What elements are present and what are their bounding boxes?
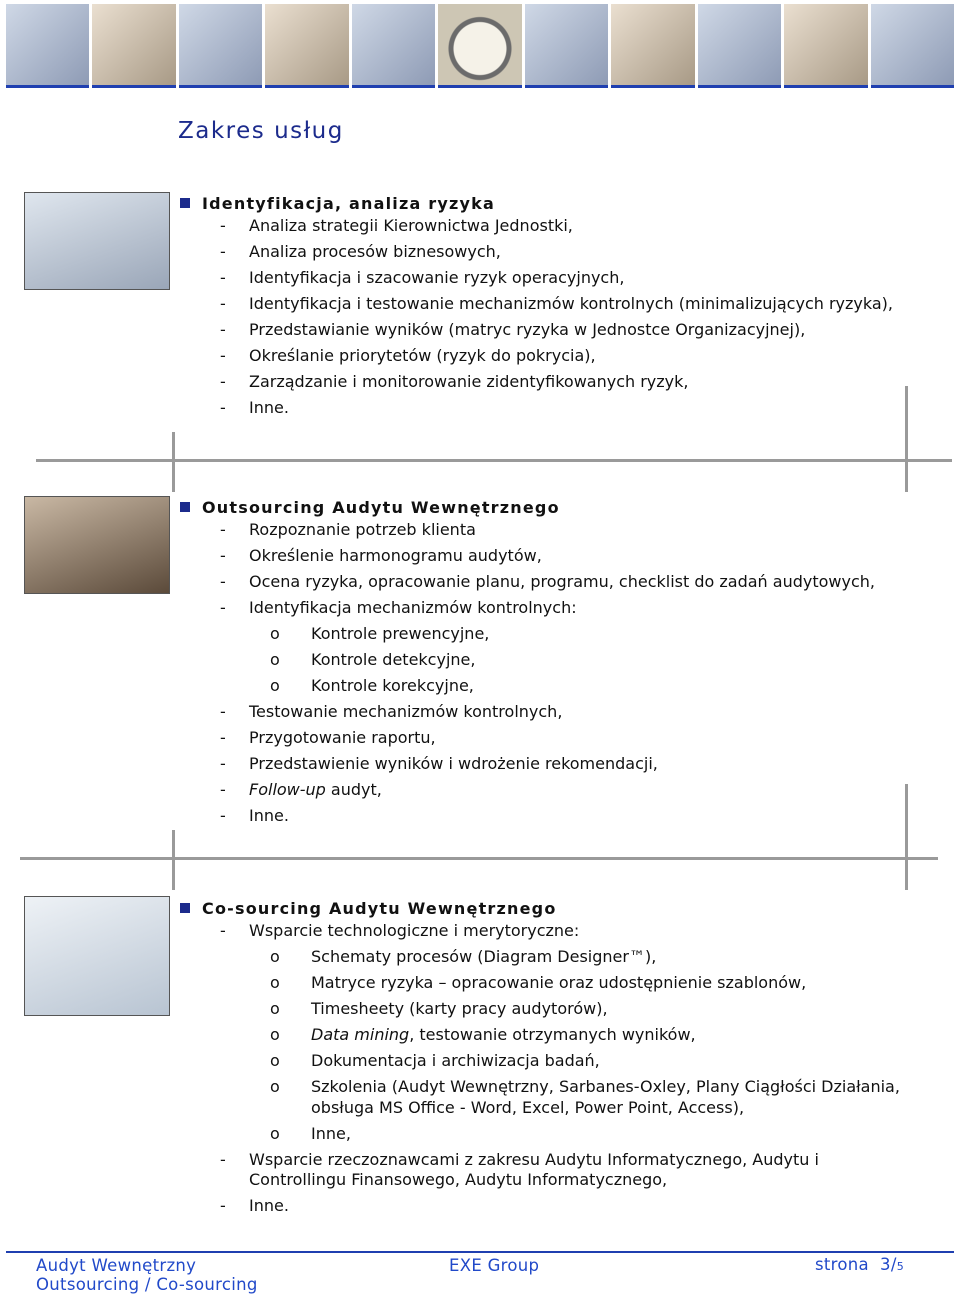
list-item: - Przedstawienie wyników i wdrożenie rekomendacji, (220, 754, 658, 773)
list-item: - Przedstawianie wyników (matryc ryzyka w Jednostce Organizacyjnej), (220, 320, 806, 339)
section-1-photo (24, 192, 170, 290)
header-photo-9 (698, 4, 781, 88)
sub-list-item: o Matryce ryzyka – opracowanie oraz udostępnienie szablonów, (270, 973, 807, 992)
header-photo-2 (92, 4, 175, 88)
section-heading: Identyfikacja, analiza ryzyka (180, 190, 910, 216)
divider-vertical (172, 830, 175, 890)
list-item: - Zarządzanie i monitorowanie zidentyfikowanych ryzyk, (220, 372, 689, 391)
header-photo-clock (438, 4, 521, 88)
list-item: - Inne. (220, 398, 289, 417)
header-photo-11 (871, 4, 954, 88)
sub-list-item: o Schematy procesów (Diagram Designer™), (270, 947, 657, 966)
square-bullet-icon (180, 502, 190, 512)
header-photo-strip (6, 4, 954, 88)
list-item: - Wsparcie technologiczne i merytoryczne: o Schematy procesów (Diagram Designer™), o Matryce ryzyka – opracowanie oraz udostępnienie szablonów, o Timesheety (karty pracy audytorów), o Data mining, testowanie otrzymanych wyników, o Dokumentacja i archiwizacja badań, o Szkolenia (Audyt Wewnętrzny, Sarbanes-Oxley, Plany Ciągłości Działania, obsługa MS Office - Word, Excel, Power Point, Access), o Inne, (180, 921, 910, 1144)
square-bullet-icon (180, 903, 190, 913)
divider-vertical (172, 432, 175, 492)
sub-list-item: o Data mining, testowanie otrzymanych wyników, (270, 1025, 696, 1044)
header-photo-8 (611, 4, 694, 88)
sub-list-item: o Kontrole detekcyjne, (270, 650, 476, 669)
sub-list-item: o Kontrole korekcyjne, (270, 676, 474, 695)
square-bullet-icon (180, 198, 190, 208)
list-item: - Ocena ryzyka, opracowanie planu, programu, checklist do zadań audytowych, (220, 572, 875, 591)
header-photo-5 (352, 4, 435, 88)
list-item: - Inne. (220, 1196, 289, 1215)
footer-line-1: Audyt Wewnętrzny (36, 1256, 197, 1275)
list-item: - Follow-up audyt, (220, 780, 382, 799)
sub-list (180, 947, 910, 1144)
section-cosourcing (180, 895, 910, 1222)
list-item: - Przygotowanie raportu, (220, 728, 436, 747)
section-heading: Co-sourcing Audytu Wewnętrznego (180, 895, 910, 921)
list-item: - Rozpoznanie potrzeb klienta (220, 520, 476, 539)
list-item: - Inne. (220, 806, 289, 825)
list-item: - Wsparcie rzeczoznawcami z zakresu Audytu Informatycznego, Audytu i Controllingu Finansowego, Audytu Informatycznego, (220, 1149, 819, 1189)
sub-list (180, 624, 910, 697)
sub-list-item: o Timesheety (karty pracy audytorów), (270, 999, 608, 1018)
section-list (180, 216, 910, 419)
footer-company: EXE Group (449, 1256, 540, 1275)
sub-list-item: o Kontrole prewencyjne, (270, 624, 490, 643)
list-item: - Analiza strategii Kierownictwa Jednostki, (220, 216, 573, 235)
divider-vertical (905, 386, 908, 492)
sub-list-item: o Szkolenia (Audyt Wewnętrzny, Sarbanes-Oxley, Plany Ciągłości Działania, obsługa MS Office - Word, Excel, Power Point, Access), (270, 1077, 900, 1117)
list-item: - Identyfikacja i szacowanie ryzyk operacyjnych, (220, 268, 625, 287)
sub-list-item: o Inne, (270, 1123, 351, 1143)
footer-left (36, 1256, 258, 1294)
section-3-photo (24, 896, 170, 1016)
divider (20, 857, 938, 860)
footer-line-2: Outsourcing / Co-sourcing (36, 1275, 258, 1294)
section-list (180, 520, 910, 827)
page-title: Zakres usług (178, 118, 344, 144)
divider-vertical (905, 784, 908, 890)
footer-page-number: strona 3/5 (815, 1255, 905, 1274)
header-photo-7 (525, 4, 608, 88)
footer-rule (6, 1251, 954, 1253)
section-heading: Outsourcing Audytu Wewnętrznego (180, 494, 910, 520)
list-item: - Identyfikacja i testowanie mechanizmów kontrolnych (minimalizujących ryzyka), (220, 294, 893, 313)
list-item: - Określenie harmonogramu audytów, (220, 546, 542, 565)
sub-list-item: o Dokumentacja i archiwizacja badań, (270, 1051, 600, 1070)
header-photo-10 (784, 4, 867, 88)
header-photo-1 (6, 4, 89, 88)
section-list (180, 921, 910, 1217)
header-photo-4 (265, 4, 348, 88)
list-item: - Testowanie mechanizmów kontrolnych, (220, 702, 563, 721)
section-2-photo (24, 496, 170, 594)
section-risk (180, 190, 910, 424)
list-item: - Analiza procesów biznesowych, (220, 242, 501, 261)
section-outsourcing (180, 494, 910, 832)
list-item: - Identyfikacja mechanizmów kontrolnych: o Kontrole prewencyjne, o Kontrole detekcyjne, o Kontrole korekcyjne, (180, 598, 910, 697)
list-item: - Określanie priorytetów (ryzyk do pokrycia), (220, 346, 596, 365)
header-photo-3 (179, 4, 262, 88)
